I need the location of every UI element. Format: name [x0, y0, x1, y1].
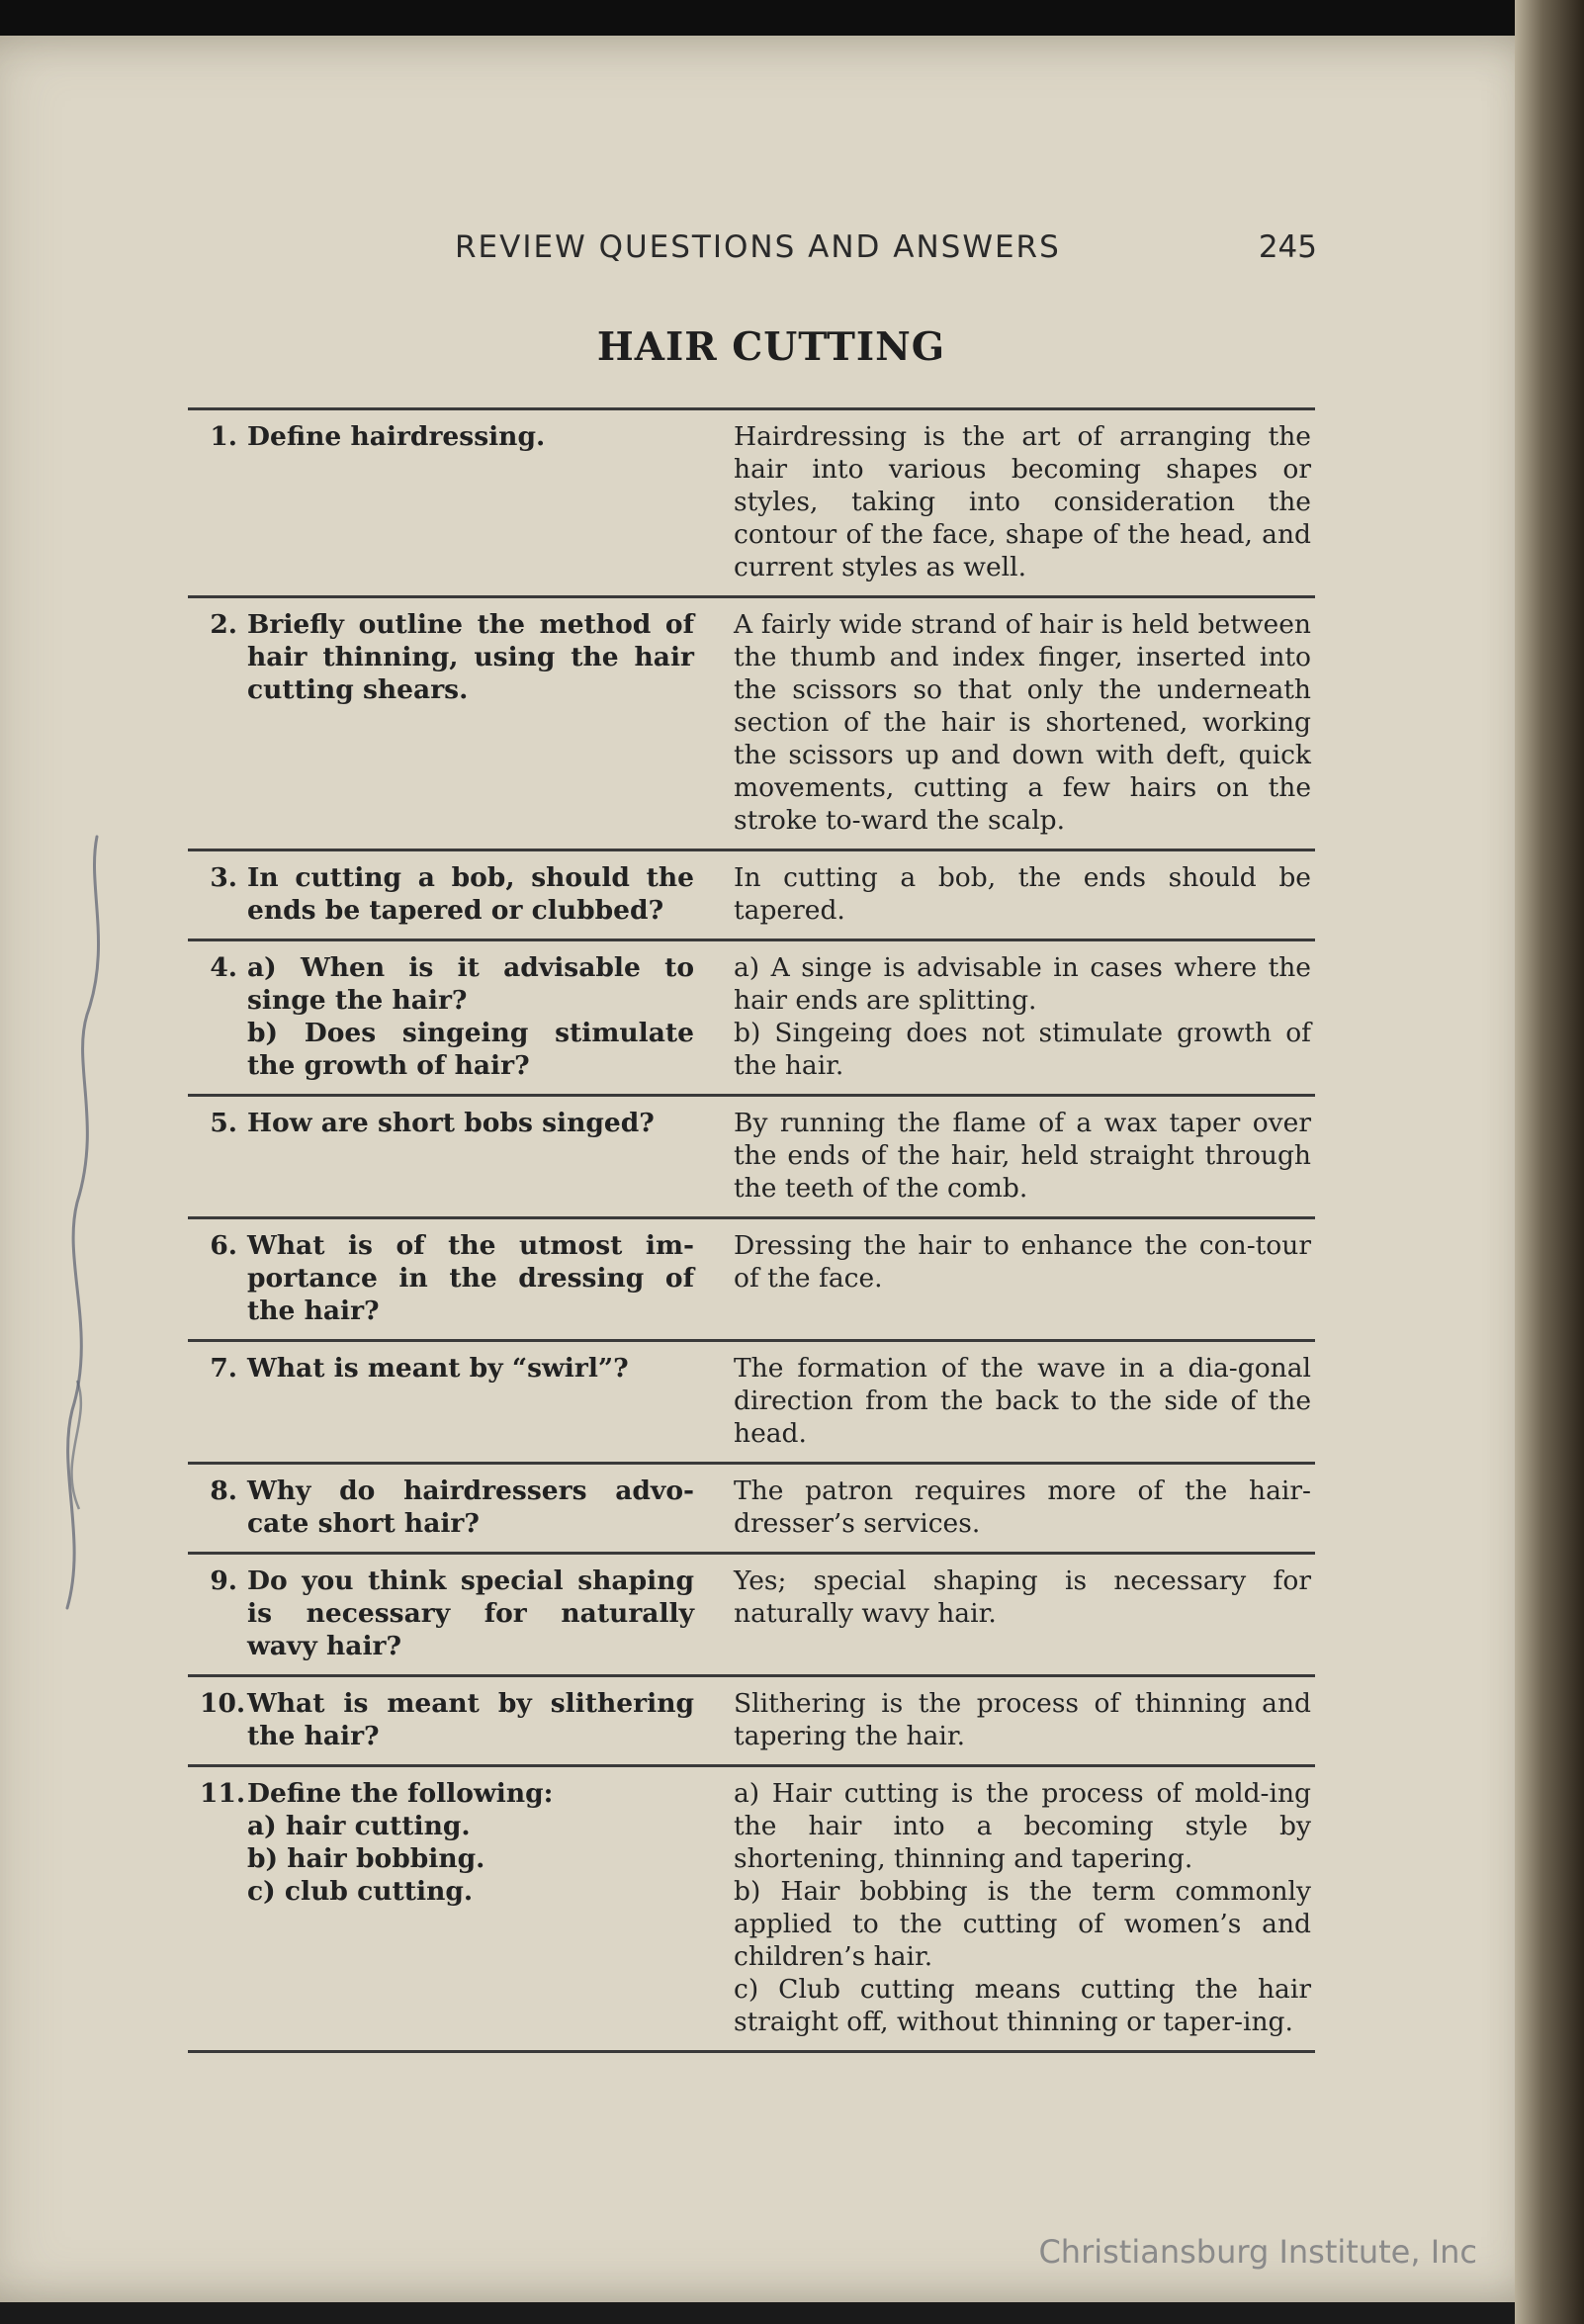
qa-row-2 [188, 598, 1315, 851]
question-text: Define the following: a) hair cutting. b) hair bobbing. c) club cutting. [247, 1778, 554, 1907]
question-cell [188, 861, 694, 927]
page-number: 245 [1258, 229, 1317, 265]
answer-text: Yes; special shaping is necessary for naturally wavy hair. [734, 1565, 1311, 1629]
question-text: What is meant by “swirl”? [247, 1353, 629, 1384]
qa-row-3 [188, 851, 1315, 941]
qa-row-9 [188, 1555, 1315, 1677]
qa-row-4 [188, 941, 1315, 1097]
question-cell [188, 1475, 694, 1540]
question-text: How are short bobs singed? [247, 1108, 655, 1138]
watermark-text: Christiansburg Institute, Inc [1038, 2233, 1477, 2271]
question-number: 1. [210, 421, 237, 452]
qa-row-6 [188, 1219, 1315, 1342]
scan-border-top [0, 0, 1584, 36]
running-head [455, 229, 1325, 269]
question-number: 7. [210, 1353, 237, 1384]
question-number: 9. [210, 1565, 237, 1596]
question-cell [188, 1564, 694, 1662]
question-cell [188, 951, 694, 1082]
qa-table [188, 407, 1315, 2053]
running-title: REVIEW QUESTIONS AND ANSWERS [455, 229, 1061, 265]
question-number: 8. [210, 1475, 237, 1506]
question-text: Define hairdressing. [247, 421, 546, 452]
section-title: HAIR CUTTING [596, 324, 946, 370]
qa-row-5 [188, 1097, 1315, 1219]
question-text: What is of the utmost im-portance in the dressing of the hair? [247, 1230, 694, 1326]
question-text: Why do hairdressers advo-cate short hair? [247, 1475, 694, 1539]
answer-text: The formation of the wave in a dia-gonal direction from the back to the side of the head. [734, 1353, 1311, 1449]
question-cell [188, 1107, 694, 1205]
answer-text: a) A singe is advisable in cases where the hair ends are splitting. b) Singeing does not stimulate growth of the hair. [734, 952, 1311, 1081]
question-number: 2. [210, 609, 237, 640]
question-number: 10. [200, 1688, 246, 1719]
question-text: What is meant by slithering the hair? [247, 1688, 694, 1751]
qa-row-11 [188, 1767, 1315, 2053]
question-cell [188, 1352, 694, 1450]
question-number: 3. [210, 862, 237, 893]
answer-text: A fairly wide strand of hair is held between the thumb and index finger, inserted into the scissors so that only the underneath section of the hair is shortened, working the scissors up and down with deft, quick movements, cutting a few hairs on the stroke to-ward the scalp. [734, 609, 1311, 836]
question-cell [188, 1687, 694, 1752]
answer-text: Hairdressing is the art of arranging the hair into various becoming shapes or styles, taking into consideration the contour of the face, shape of the head, and current styles as well. [734, 421, 1311, 582]
answer-text: Dressing the hair to enhance the con-tour of the face. [734, 1230, 1311, 1294]
question-text: Briefly outline the method of hair thinning, using the hair cutting shears. [247, 609, 694, 705]
handwritten-margin-note [18, 827, 127, 1618]
question-number: 11. [200, 1778, 246, 1809]
question-text: Do you think special shaping is necessary for naturally wavy hair? [247, 1565, 694, 1661]
answer-text: In cutting a bob, the ends should be tapered. [734, 862, 1311, 926]
book-page [0, 36, 1552, 2302]
question-text: a) When is it advisable to singe the hair? b) Does singeing stimulate the growth of hair? [247, 952, 694, 1081]
question-number: 5. [210, 1108, 237, 1138]
answer-text: a) Hair cutting is the process of mold-ing the hair into a becoming style by shortening, thinning and tapering. b) Hair bobbing is the term commonly applied to the cutting of women’s and children’s hair. c) Club cutting means cutting the hair straight off, without thinning or taper-ing. [734, 1778, 1311, 2037]
answer-text: By running the flame of a wax taper over the ends of the hair, held straight through the teeth of the comb. [734, 1108, 1311, 1204]
question-text: In cutting a bob, should the ends be tapered or clubbed? [247, 862, 694, 926]
answer-text: The patron requires more of the hair-dresser’s services. [734, 1475, 1311, 1539]
qa-row-10 [188, 1677, 1315, 1767]
question-number: 6. [210, 1230, 237, 1261]
question-cell [188, 1229, 694, 1327]
question-cell [188, 1777, 694, 2038]
answer-text: Slithering is the process of thinning and tapering the hair. [734, 1688, 1311, 1751]
qa-row-7 [188, 1342, 1315, 1465]
question-cell [188, 420, 694, 583]
qa-row-1 [188, 410, 1315, 598]
question-number: 4. [210, 952, 237, 983]
question-cell [188, 608, 694, 837]
qa-row-8 [188, 1465, 1315, 1555]
book-page-edge [1515, 0, 1584, 2324]
